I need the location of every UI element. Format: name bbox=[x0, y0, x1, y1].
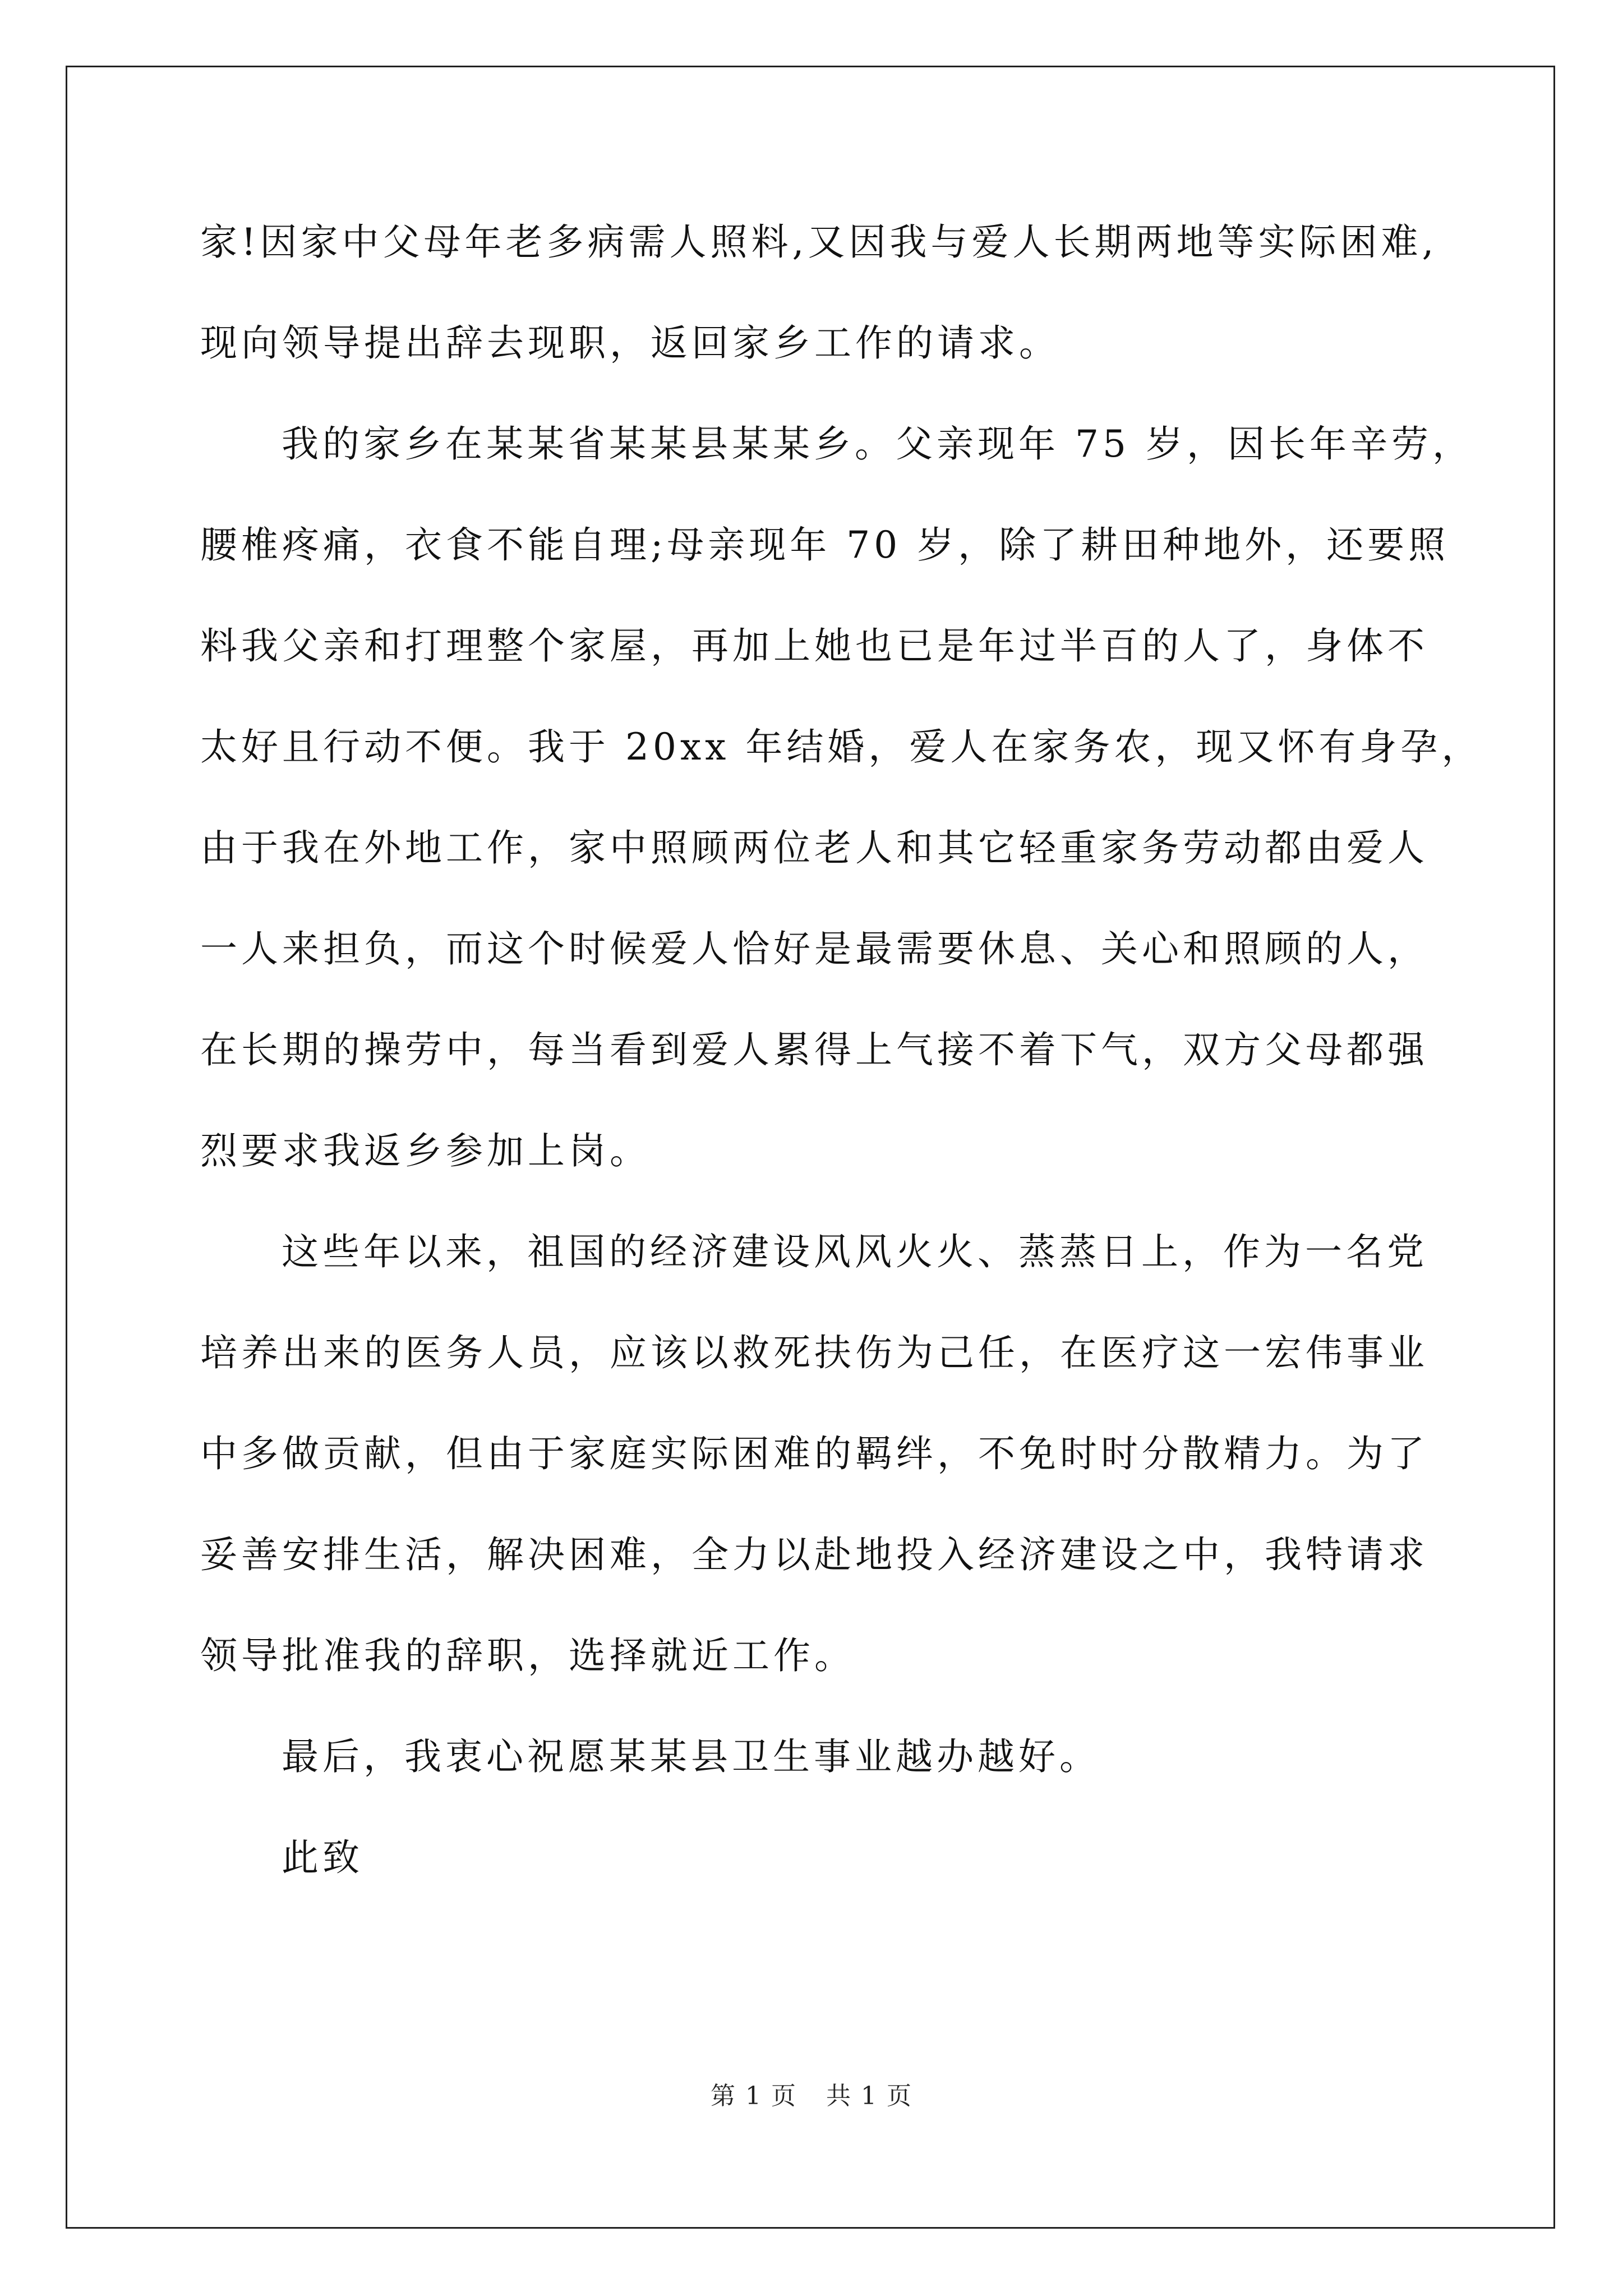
page-total: 共 1 页 bbox=[826, 2082, 912, 2110]
body-line: 妥善安排生活，解决困难，全力以赴地投入经济建设之中，我特请求 bbox=[200, 1533, 1428, 1576]
body-line: 腰椎疼痛，衣食不能自理;母亲现年 70 岁，除了耕田种地外，还要照 bbox=[200, 523, 1450, 567]
body-line: 一人来担负，而这个时候爱人恰好是最需要休息、关心和照顾的人， bbox=[200, 927, 1428, 970]
body-line: 领导批准我的辞职，选择就近工作。 bbox=[200, 1634, 855, 1677]
body-line: 在长期的操劳中，每当看到爱人累得上气接不着下气，双方父母都强 bbox=[200, 1028, 1428, 1071]
body-line: 烈要求我返乡参加上岗。 bbox=[200, 1129, 651, 1172]
body-line: 由于我在外地工作，家中照顾两位老人和其它轻重家务劳动都由爱人 bbox=[200, 826, 1428, 869]
page-number: 第 1 页 bbox=[711, 2082, 797, 2110]
document-body bbox=[200, 192, 1483, 1908]
salutation-line: 此致 bbox=[282, 1836, 363, 1879]
paragraph-start-line: 我的家乡在某某省某某县某某乡。父亲现年 75 岁，因长年辛劳， bbox=[282, 422, 1473, 466]
body-line: 料我父亲和打理整个家屋，再加上她也已是年过半百的人了，身体不 bbox=[200, 624, 1428, 668]
page-footer bbox=[0, 2076, 1623, 2111]
body-line: 太好且行动不便。我于 20xx 年结婚，爱人在家务农，现又怀有身孕， bbox=[200, 725, 1483, 769]
body-line: 现向领导提出辞去现职，返回家乡工作的请求。 bbox=[200, 321, 1060, 365]
body-line: 中多做贡献，但由于家庭实际困难的羁绊，不免时时分散精力。为了 bbox=[200, 1432, 1428, 1475]
body-line: 家!因家中父母年老多病需人照料,又因我与爱人长期两地等实际困难, bbox=[200, 220, 1438, 264]
paragraph-start-line: 这些年以来，祖国的经济建设风风火火、蒸蒸日上，作为一名党 bbox=[282, 1230, 1428, 1273]
body-line: 培养出来的医务人员，应该以救死扶伤为己任，在医疗这一宏伟事业 bbox=[200, 1331, 1428, 1374]
closing-wish-line: 最后，我衷心祝愿某某县卫生事业越办越好。 bbox=[282, 1735, 1100, 1778]
